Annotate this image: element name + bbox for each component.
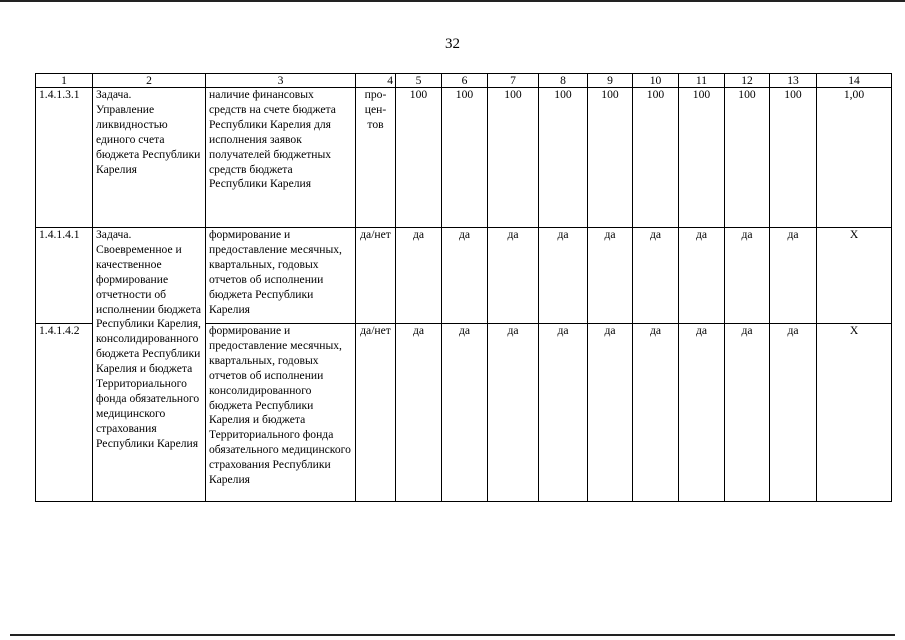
value-cell: 100	[488, 88, 539, 228]
value-cell: да	[725, 228, 770, 324]
value-cell: да	[588, 228, 633, 324]
value-cell: да	[770, 324, 817, 502]
row-code: 1.4.1.3.1	[36, 88, 93, 228]
unit-cell	[356, 324, 396, 502]
value-cell: 100	[396, 88, 442, 228]
task-cell	[93, 228, 206, 502]
header-row	[36, 74, 892, 88]
value-cell: 100	[725, 88, 770, 228]
header-col-4: 4	[356, 74, 396, 88]
value-cell: да	[396, 228, 442, 324]
indicator-table	[35, 73, 892, 502]
indicator-cell	[206, 88, 356, 228]
value-cell: 100	[539, 88, 588, 228]
scan-edge-bottom	[10, 634, 895, 636]
value-cell: 100	[588, 88, 633, 228]
unit-cell	[356, 88, 396, 228]
value-cell: да	[539, 324, 588, 502]
unit-text: про- цен- тов	[364, 88, 387, 131]
value-cell: 100	[633, 88, 679, 228]
value-cell: да	[633, 324, 679, 502]
value-cell: да	[396, 324, 442, 502]
value-cell: да	[633, 228, 679, 324]
value-cell: Х	[817, 324, 892, 502]
row-code: 1.4.1.4.2	[36, 324, 93, 502]
indicator-cell	[206, 228, 356, 324]
value-cell: да	[442, 228, 488, 324]
indicator-text: наличие финансовых средств на счете бюджета Республики Карелия для исполнения заявок получателей бюджетных средств бюджета Республики Карелия	[209, 88, 336, 191]
value-cell: да	[725, 324, 770, 502]
page-number: 32	[445, 36, 460, 52]
header-col-6: 6	[442, 74, 488, 88]
value-cell: 1,00	[817, 88, 892, 228]
task-text: Задача. Своевременное и качественное формирование отчетности об исполнении бюджета Республики Карелия, консолидированного бюджета Республики Карелия и бюджета Территориального фонда обязательного медицинского страхования Республики Карелия	[96, 228, 202, 450]
unit-text: да/нет	[360, 324, 391, 337]
task-text: Задача. Управление ликвидностью единого счета бюджета Республики Карелия	[96, 88, 201, 176]
value-cell: да	[588, 324, 633, 502]
value-cell: 100	[679, 88, 725, 228]
value-cell: да	[679, 324, 725, 502]
header-col-9: 9	[588, 74, 633, 88]
header-col-1: 1	[36, 74, 93, 88]
value-cell: да	[770, 228, 817, 324]
value-cell: Х	[817, 228, 892, 324]
header-col-7: 7	[488, 74, 539, 88]
unit-text: да/нет	[360, 228, 391, 241]
value-cell: да	[539, 228, 588, 324]
indicator-cell	[206, 324, 356, 502]
table-row	[36, 228, 892, 324]
value-cell: да	[488, 324, 539, 502]
unit-cell	[356, 228, 396, 324]
indicator-text: формирование и предоставление месячных, квартальных, годовых отчетов об исполнении консолидированного бюджета Республики Карелия и бюджета Территориального фонда обязательного медицинского страхования Республики Карелия	[209, 324, 351, 487]
value-cell: да	[442, 324, 488, 502]
task-cell	[93, 88, 206, 228]
header-col-13: 13	[770, 74, 817, 88]
value-cell: 100	[442, 88, 488, 228]
scan-edge-top	[0, 0, 905, 2]
indicator-text: формирование и предоставление месячных, квартальных, годовых отчетов об исполнении бюджета Республики Карелия	[209, 228, 342, 316]
header-col-8: 8	[539, 74, 588, 88]
header-col-5: 5	[396, 74, 442, 88]
value-cell: 100	[770, 88, 817, 228]
header-col-11: 11	[679, 74, 725, 88]
header-col-3: 3	[206, 74, 356, 88]
value-cell: да	[488, 228, 539, 324]
header-col-12: 12	[725, 74, 770, 88]
table-row	[36, 88, 892, 228]
value-cell: да	[679, 228, 725, 324]
header-col-14: 14	[817, 74, 892, 88]
row-code: 1.4.1.4.1	[36, 228, 93, 324]
header-col-2: 2	[93, 74, 206, 88]
header-col-10: 10	[633, 74, 679, 88]
